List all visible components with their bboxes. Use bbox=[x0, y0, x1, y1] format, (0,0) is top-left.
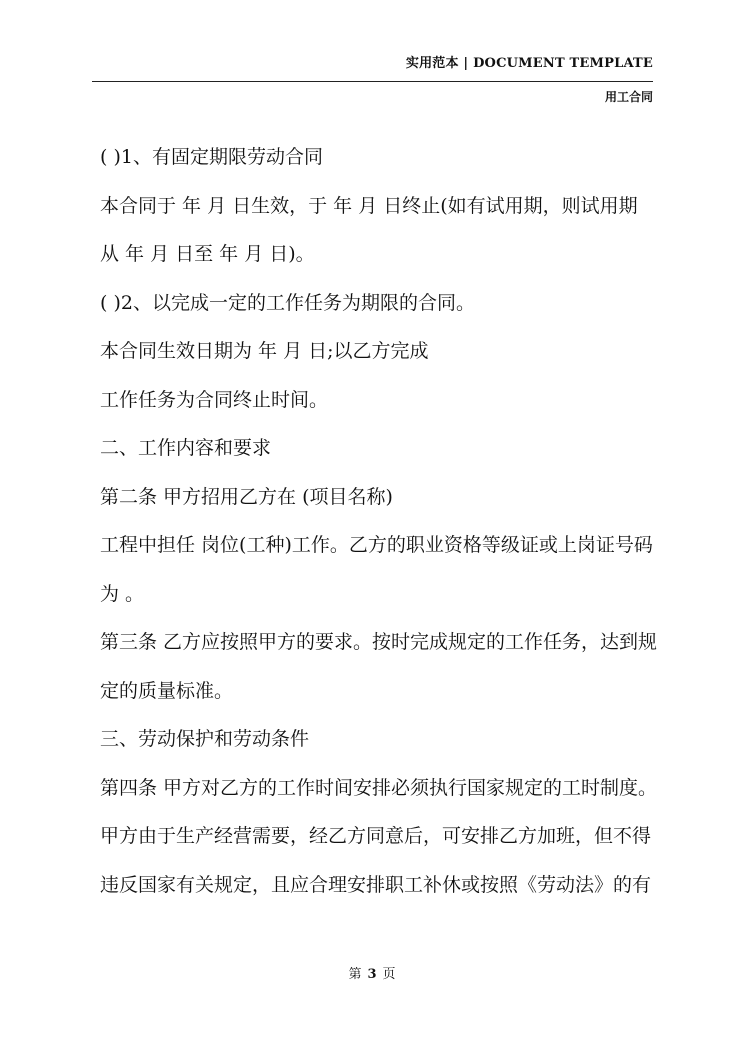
paragraph-line: ( )2、以完成一定的工作任务为期限的合同。 bbox=[100, 291, 475, 314]
paragraph-line: 定的质量标准。 bbox=[100, 679, 234, 702]
header-title: 实用范本 | DOCUMENT TEMPLATE bbox=[405, 56, 653, 71]
paragraph-line: 本合同生效日期为 年 月 日;以乙方完成 bbox=[100, 340, 429, 362]
page-footer bbox=[0, 963, 744, 982]
paragraph-line: 工程中担任 岗位(工种)工作。乙方的职业资格等级证或上岗证号码 bbox=[100, 534, 653, 556]
footer-prefix: 第 bbox=[348, 967, 362, 982]
paragraph-line: 违反国家有关规定，且应合理安排职工补休或按照《劳动法》的有 bbox=[100, 873, 652, 896]
paragraph-line: 为 。 bbox=[100, 582, 145, 605]
paragraph-line: 甲方由于生产经营需要，经乙方同意后，可安排乙方加班，但不得 bbox=[100, 825, 652, 847]
paragraph-line: 本合同于 年 月 日生效，于 年 月 日终止(如有试用期，则试用期 bbox=[100, 194, 638, 217]
document-body bbox=[100, 140, 660, 916]
paragraph-line: 第二条 甲方招用乙方在 (项目名称) bbox=[100, 485, 393, 508]
footer-suffix: 页 bbox=[382, 967, 396, 982]
header-subtitle: 用工合同 bbox=[604, 90, 653, 104]
paragraph-line: 工作任务为合同终止时间。 bbox=[100, 388, 329, 411]
paragraph-line: 第四条 甲方对乙方的工作时间安排必须执行国家规定的工时制度。 bbox=[100, 776, 658, 799]
paragraph-line: 从 年 月 日至 年 月 日)。 bbox=[100, 243, 315, 265]
header-divider bbox=[92, 81, 653, 82]
paragraph-line: 第三条 乙方应按照甲方的要求。按时完成规定的工作任务，达到规 bbox=[100, 631, 658, 653]
paragraph-line: ( )1、有固定期限劳动合同 bbox=[100, 146, 323, 168]
section-heading: 二、工作内容和要求 bbox=[100, 437, 272, 459]
page-number: 3 bbox=[367, 967, 377, 982]
section-heading: 三、劳动保护和劳动条件 bbox=[100, 728, 310, 750]
